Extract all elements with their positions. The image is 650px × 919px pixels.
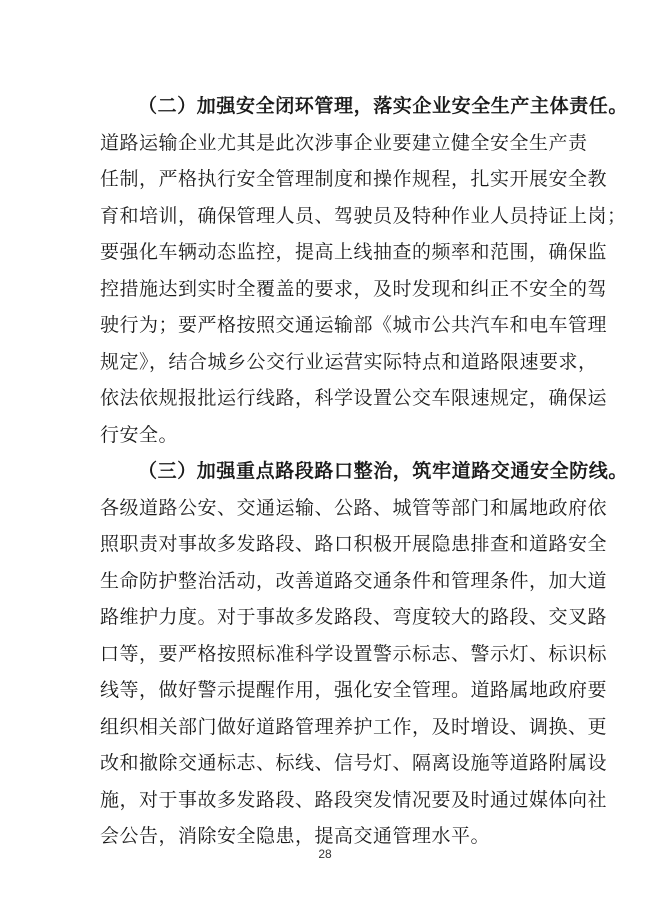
paragraph-line: 育和培训，确保管理人员、驾驶员及特种作业人员持证上岗； bbox=[100, 204, 627, 227]
paragraph-line: 控措施达到实时全覆盖的要求，及时发现和纠正不安全的驾 bbox=[100, 277, 608, 300]
paragraph-line: 口等，要严格按照标准科学设置警示标志、警示灯、标识标 bbox=[100, 642, 608, 665]
paragraph-line: 施，对于事故多发路段、路段突发情况要及时通过媒体向社 bbox=[100, 788, 608, 811]
paragraph-line: 线等，做好警示提醒作用，强化安全管理。道路属地政府要 bbox=[100, 679, 608, 701]
paragraph-line: 各级道路公安、交通运输、公路、城管等部门和属地政府依 bbox=[100, 496, 608, 519]
paragraph-line: 要强化车辆动态监控，提高上线抽查的频率和范围，确保监 bbox=[100, 241, 608, 263]
paragraph-line: 改和撤除交通标志、标线、信号灯、隔离设施等道路附属设 bbox=[100, 752, 608, 774]
paragraph-line: 任制，严格执行安全管理制度和操作规程，扎实开展安全教 bbox=[100, 168, 608, 190]
section-heading: （二）加强安全闭环管理，落实企业安全生产主体责任。 bbox=[138, 95, 629, 117]
paragraph-line: 会公告，消除安全隐患，提高交通管理水平。 bbox=[100, 825, 491, 847]
paragraph-line: 道路运输企业尤其是此次涉事企业要建立健全安全生产责 bbox=[100, 131, 588, 154]
document-page bbox=[100, 88, 629, 855]
paragraph-line: 生命防护整治活动，改善道路交通条件和管理条件，加大道 bbox=[100, 569, 608, 592]
paragraph-line: 路维护力度。对于事故多发路段、弯度较大的路段、交叉路 bbox=[100, 606, 608, 628]
paragraph-line: 依法依规报批运行线路，科学设置公交车限速规定，确保运 bbox=[100, 387, 608, 409]
section-3 bbox=[100, 453, 629, 855]
paragraph-line: 组织相关部门做好道路管理养护工作，及时增设、调换、更 bbox=[100, 715, 608, 738]
paragraph-line: 规定》，结合城乡公交行业运营实际特点和道路限速要求， bbox=[100, 350, 598, 373]
paragraph-line: 照职责对事故多发路段、路口积极开展隐患排查和道路安全 bbox=[100, 533, 608, 555]
page-number: 28 bbox=[318, 847, 332, 861]
section-2 bbox=[100, 88, 629, 453]
paragraph-line: 行安全。 bbox=[100, 423, 179, 446]
section-heading: （三）加强重点路段路口整治，筑牢道路交通安全防线。 bbox=[138, 460, 629, 482]
paragraph-line: 驶行为；要严格按照交通运输部《城市公共汽车和电车管理 bbox=[100, 314, 608, 336]
